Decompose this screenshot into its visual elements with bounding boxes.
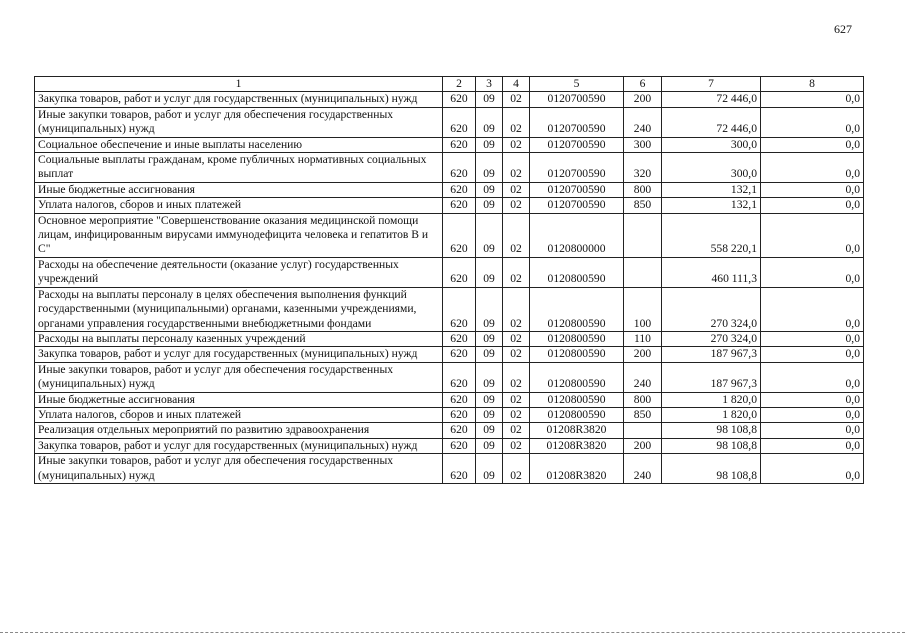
section-code-cell: 09	[476, 92, 503, 107]
admin-code-cell: 620	[443, 392, 476, 407]
section-code-cell: 09	[476, 347, 503, 362]
expense-type-cell: 100	[624, 287, 662, 331]
subsection-code-cell: 02	[503, 347, 530, 362]
column-8-cell: 0,0	[761, 92, 864, 107]
expense-type-cell	[624, 423, 662, 438]
target-article-cell: 0120800590	[530, 287, 624, 331]
subsection-code-cell: 02	[503, 407, 530, 422]
table-row	[35, 213, 864, 257]
column-header: 5	[530, 77, 624, 92]
column-8-cell: 0,0	[761, 438, 864, 453]
row-name-cell: Реализация отдельных мероприятий по развитию здравоохранения	[35, 423, 443, 438]
column-header: 4	[503, 77, 530, 92]
section-code-cell: 09	[476, 213, 503, 257]
subsection-code-cell: 02	[503, 423, 530, 438]
subsection-code-cell: 02	[503, 257, 530, 287]
target-article-cell: 0120800000	[530, 213, 624, 257]
expense-type-cell	[624, 257, 662, 287]
section-code-cell: 09	[476, 182, 503, 197]
row-name-cell: Иные закупки товаров, работ и услуг для обеспечения государственных (муниципальных) нужд	[35, 454, 443, 484]
row-name-cell: Основное мероприятие "Совершенствование оказания медицинской помощи лицам, инфицированным вирусами иммунодефицита человека и гепатитов В и С"	[35, 213, 443, 257]
subsection-code-cell: 02	[503, 438, 530, 453]
target-article-cell: 0120800590	[530, 257, 624, 287]
table-row	[35, 198, 864, 213]
table-row	[35, 454, 864, 484]
target-article-cell: 0120700590	[530, 92, 624, 107]
subsection-code-cell: 02	[503, 362, 530, 392]
subsection-code-cell: 02	[503, 153, 530, 183]
row-name-cell: Расходы на выплаты персоналу в целях обеспечения выполнения функций государственными (муниципальными) органами, казенными учреждениями, органами управления государственными внебюджетными фондами	[35, 287, 443, 331]
column-header: 8	[761, 77, 864, 92]
table-row	[35, 137, 864, 152]
admin-code-cell: 620	[443, 362, 476, 392]
column-8-cell: 0,0	[761, 198, 864, 213]
column-header: 6	[624, 77, 662, 92]
expense-type-cell: 200	[624, 347, 662, 362]
amount-cell: 1 820,0	[662, 407, 761, 422]
section-code-cell: 09	[476, 331, 503, 346]
amount-cell: 72 446,0	[662, 92, 761, 107]
admin-code-cell: 620	[443, 92, 476, 107]
table-row	[35, 362, 864, 392]
section-code-cell: 09	[476, 438, 503, 453]
section-code-cell: 09	[476, 257, 503, 287]
column-8-cell: 0,0	[761, 107, 864, 137]
row-name-cell: Социальное обеспечение и иные выплаты населению	[35, 137, 443, 152]
table-row	[35, 331, 864, 346]
subsection-code-cell: 02	[503, 137, 530, 152]
target-article-cell: 01208R3820	[530, 423, 624, 438]
table-row	[35, 182, 864, 197]
row-name-cell: Иные закупки товаров, работ и услуг для обеспечения государственных (муниципальных) нужд	[35, 107, 443, 137]
subsection-code-cell: 02	[503, 107, 530, 137]
column-8-cell: 0,0	[761, 153, 864, 183]
amount-cell: 132,1	[662, 198, 761, 213]
table-row	[35, 347, 864, 362]
table-row	[35, 423, 864, 438]
admin-code-cell: 620	[443, 454, 476, 484]
column-8-cell: 0,0	[761, 407, 864, 422]
table-row	[35, 153, 864, 183]
amount-cell: 72 446,0	[662, 107, 761, 137]
expense-type-cell: 110	[624, 331, 662, 346]
amount-cell: 187 967,3	[662, 347, 761, 362]
admin-code-cell: 620	[443, 347, 476, 362]
admin-code-cell: 620	[443, 198, 476, 213]
subsection-code-cell: 02	[503, 392, 530, 407]
page-number: 627	[834, 22, 852, 36]
expense-type-cell	[624, 213, 662, 257]
amount-cell: 98 108,8	[662, 454, 761, 484]
section-code-cell: 09	[476, 107, 503, 137]
column-8-cell: 0,0	[761, 423, 864, 438]
section-code-cell: 09	[476, 407, 503, 422]
expense-type-cell: 240	[624, 454, 662, 484]
admin-code-cell: 620	[443, 407, 476, 422]
target-article-cell: 0120700590	[530, 107, 624, 137]
row-name-cell: Социальные выплаты гражданам, кроме публичных нормативных социальных выплат	[35, 153, 443, 183]
column-8-cell: 0,0	[761, 137, 864, 152]
target-article-cell: 0120800590	[530, 407, 624, 422]
subsection-code-cell: 02	[503, 92, 530, 107]
expense-type-cell: 200	[624, 438, 662, 453]
admin-code-cell: 620	[443, 182, 476, 197]
admin-code-cell: 620	[443, 257, 476, 287]
amount-cell: 460 111,3	[662, 257, 761, 287]
amount-cell: 300,0	[662, 153, 761, 183]
column-8-cell: 0,0	[761, 347, 864, 362]
section-code-cell: 09	[476, 153, 503, 183]
expense-type-cell: 300	[624, 137, 662, 152]
target-article-cell: 0120800590	[530, 392, 624, 407]
row-name-cell: Закупка товаров, работ и услуг для государственных (муниципальных) нужд	[35, 92, 443, 107]
target-article-cell: 0120700590	[530, 198, 624, 213]
admin-code-cell: 620	[443, 213, 476, 257]
table-row	[35, 287, 864, 331]
column-8-cell: 0,0	[761, 287, 864, 331]
column-8-cell: 0,0	[761, 454, 864, 484]
row-name-cell: Расходы на выплаты персоналу казенных учреждений	[35, 331, 443, 346]
row-name-cell: Уплата налогов, сборов и иных платежей	[35, 407, 443, 422]
column-8-cell: 0,0	[761, 182, 864, 197]
expense-type-cell: 850	[624, 407, 662, 422]
expense-type-cell: 240	[624, 107, 662, 137]
expense-type-cell: 240	[624, 362, 662, 392]
column-header: 3	[476, 77, 503, 92]
table-row	[35, 92, 864, 107]
admin-code-cell: 620	[443, 331, 476, 346]
column-8-cell: 0,0	[761, 362, 864, 392]
amount-cell: 98 108,8	[662, 423, 761, 438]
expense-type-cell: 800	[624, 182, 662, 197]
expense-type-cell: 800	[624, 392, 662, 407]
row-name-cell: Уплата налогов, сборов и иных платежей	[35, 198, 443, 213]
admin-code-cell: 620	[443, 438, 476, 453]
amount-cell: 132,1	[662, 182, 761, 197]
column-header: 2	[443, 77, 476, 92]
column-header: 1	[35, 77, 443, 92]
admin-code-cell: 620	[443, 423, 476, 438]
column-8-cell: 0,0	[761, 392, 864, 407]
section-code-cell: 09	[476, 392, 503, 407]
table-row	[35, 257, 864, 287]
section-code-cell: 09	[476, 423, 503, 438]
subsection-code-cell: 02	[503, 454, 530, 484]
amount-cell: 558 220,1	[662, 213, 761, 257]
amount-cell: 270 324,0	[662, 287, 761, 331]
admin-code-cell: 620	[443, 153, 476, 183]
subsection-code-cell: 02	[503, 287, 530, 331]
budget-table	[34, 76, 864, 484]
column-header: 7	[662, 77, 761, 92]
section-code-cell: 09	[476, 454, 503, 484]
subsection-code-cell: 02	[503, 213, 530, 257]
expense-type-cell: 320	[624, 153, 662, 183]
target-article-cell: 0120700590	[530, 153, 624, 183]
target-article-cell: 0120800590	[530, 331, 624, 346]
subsection-code-cell: 02	[503, 331, 530, 346]
target-article-cell: 0120700590	[530, 182, 624, 197]
column-8-cell: 0,0	[761, 257, 864, 287]
row-name-cell: Иные бюджетные ассигнования	[35, 182, 443, 197]
row-name-cell: Закупка товаров, работ и услуг для государственных (муниципальных) нужд	[35, 438, 443, 453]
column-8-cell: 0,0	[761, 331, 864, 346]
table-row	[35, 107, 864, 137]
table-row	[35, 392, 864, 407]
row-name-cell: Закупка товаров, работ и услуг для государственных (муниципальных) нужд	[35, 347, 443, 362]
amount-cell: 187 967,3	[662, 362, 761, 392]
amount-cell: 1 820,0	[662, 392, 761, 407]
column-8-cell: 0,0	[761, 213, 864, 257]
target-article-cell: 01208R3820	[530, 454, 624, 484]
section-code-cell: 09	[476, 198, 503, 213]
subsection-code-cell: 02	[503, 198, 530, 213]
section-code-cell: 09	[476, 137, 503, 152]
table-header-row	[35, 77, 864, 92]
row-name-cell: Иные бюджетные ассигнования	[35, 392, 443, 407]
row-name-cell: Иные закупки товаров, работ и услуг для обеспечения государственных (муниципальных) нужд	[35, 362, 443, 392]
admin-code-cell: 620	[443, 137, 476, 152]
amount-cell: 300,0	[662, 137, 761, 152]
section-code-cell: 09	[476, 362, 503, 392]
row-name-cell: Расходы на обеспечение деятельности (оказание услуг) государственных учреждений	[35, 257, 443, 287]
subsection-code-cell: 02	[503, 182, 530, 197]
expense-type-cell: 200	[624, 92, 662, 107]
target-article-cell: 01208R3820	[530, 438, 624, 453]
scan-bottom-edge	[0, 632, 905, 634]
target-article-cell: 0120800590	[530, 362, 624, 392]
amount-cell: 98 108,8	[662, 438, 761, 453]
admin-code-cell: 620	[443, 287, 476, 331]
expense-type-cell: 850	[624, 198, 662, 213]
target-article-cell: 0120700590	[530, 137, 624, 152]
admin-code-cell: 620	[443, 107, 476, 137]
table-row	[35, 407, 864, 422]
target-article-cell: 0120800590	[530, 347, 624, 362]
amount-cell: 270 324,0	[662, 331, 761, 346]
table-row	[35, 438, 864, 453]
section-code-cell: 09	[476, 287, 503, 331]
